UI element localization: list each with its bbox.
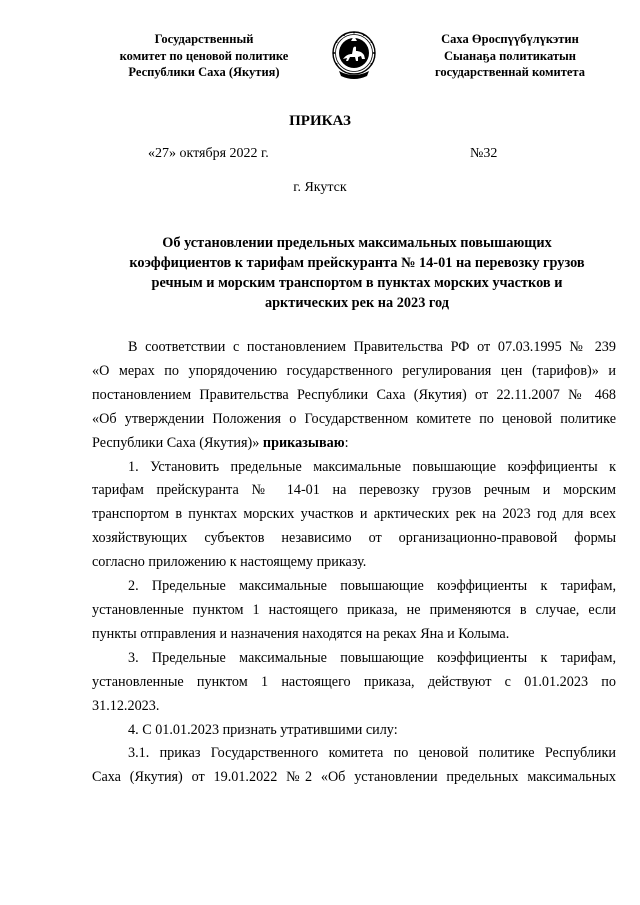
issuer-name-yakut	[410, 31, 610, 81]
text-line	[92, 432, 616, 456]
order-number: №32	[470, 146, 498, 161]
clause-2	[92, 575, 616, 647]
text-line: постановлением Правительства Республики Саха (Якутия) от 22.11.2007 № 468	[92, 386, 616, 403]
issuer-line: Саха Өроспүүбүлүкэтин	[441, 32, 579, 46]
order-subject	[122, 233, 592, 313]
document-title: ПРИКАЗ	[289, 113, 351, 129]
text-line: согласно приложению к настоящему приказу.	[92, 554, 367, 571]
text-line: транспортом в пунктах морских участков и арктических рек на 2023 год для всех	[92, 506, 616, 523]
issuer-line: Сыанаҕа политикатын	[444, 48, 576, 63]
issuer-line: Республики Саха (Якутия)	[128, 65, 280, 79]
order-date: «27» октября 2022 г.	[148, 146, 269, 161]
text-line: 4. С 01.01.2023 признать утратившими силу:	[128, 721, 398, 738]
text-fragment: Республики Саха (Якутия)»	[92, 434, 260, 451]
text-line: 3.1. приказ Государственного комитета по ценовой политике Республики	[128, 745, 616, 762]
subject-line: Об установлении предельных максимальных повышающих	[162, 235, 552, 251]
text-line: пункты отправления и назначения находятся на реках Яна и Колыма.	[92, 625, 510, 642]
text-line: 3. Предельные максимальные повышающие коэффициенты к тарифам,	[128, 649, 616, 666]
issuer-line: комитет по ценовой политике	[119, 48, 289, 63]
preamble-paragraph	[92, 336, 616, 456]
clause-3-1	[92, 742, 616, 790]
issuer-name-russian	[98, 31, 310, 81]
subject-line: коэффициентов к тарифам прейскуранта № 14-01 на перевозку грузов	[129, 255, 585, 271]
text-line: «О мерах по упорядочению государственного регулирования цен (тарифов)» и	[92, 362, 616, 379]
text-line: В соответствии с постановлением Правительства РФ от 07.03.1995 № 239	[128, 339, 616, 355]
order-city: г. Якутск	[293, 180, 347, 195]
document-body	[92, 336, 616, 790]
text-line: 2. Предельные максимальные повышающие коэффициенты к тарифам,	[128, 578, 616, 595]
order-keyword: приказываю	[262, 434, 345, 451]
text-line: 31.12.2023.	[92, 697, 160, 714]
text-line: установленные пунктом 1 настоящего приказа, действуют с 01.01.2023 по	[92, 673, 616, 690]
text-fragment: :	[344, 434, 349, 451]
clause-4	[92, 719, 616, 743]
text-line: установленные пунктом 1 настоящего приказа, не применяются в случае, если	[92, 601, 616, 618]
subject-line: речным и морским транспортом в пунктах морских участков и	[151, 275, 563, 291]
text-line: Саха (Якутия) от 19.01.2022 №2 «Об установлении предельных максимальных	[92, 769, 616, 786]
text-line: хозяйствующих субъектов независимо от организационно-правовой формы	[92, 530, 616, 547]
text-line: тарифам прейскуранта № 14-01 на перевозку грузов речным и морским	[92, 482, 616, 499]
clause-1	[92, 456, 616, 576]
clause-3	[92, 647, 616, 719]
text-line: «Об утверждении Положения о Государственном комитете по ценовой политике	[92, 410, 616, 427]
text-line: 1. Установить предельные максимальные повышающие коэффициенты к	[128, 458, 616, 475]
issuer-line: Государственный	[154, 32, 254, 46]
issuer-line: государственнай комитета	[435, 65, 585, 79]
sakha-republic-emblem-icon	[331, 29, 377, 81]
subject-line: арктических рек на 2023 год	[264, 295, 450, 311]
